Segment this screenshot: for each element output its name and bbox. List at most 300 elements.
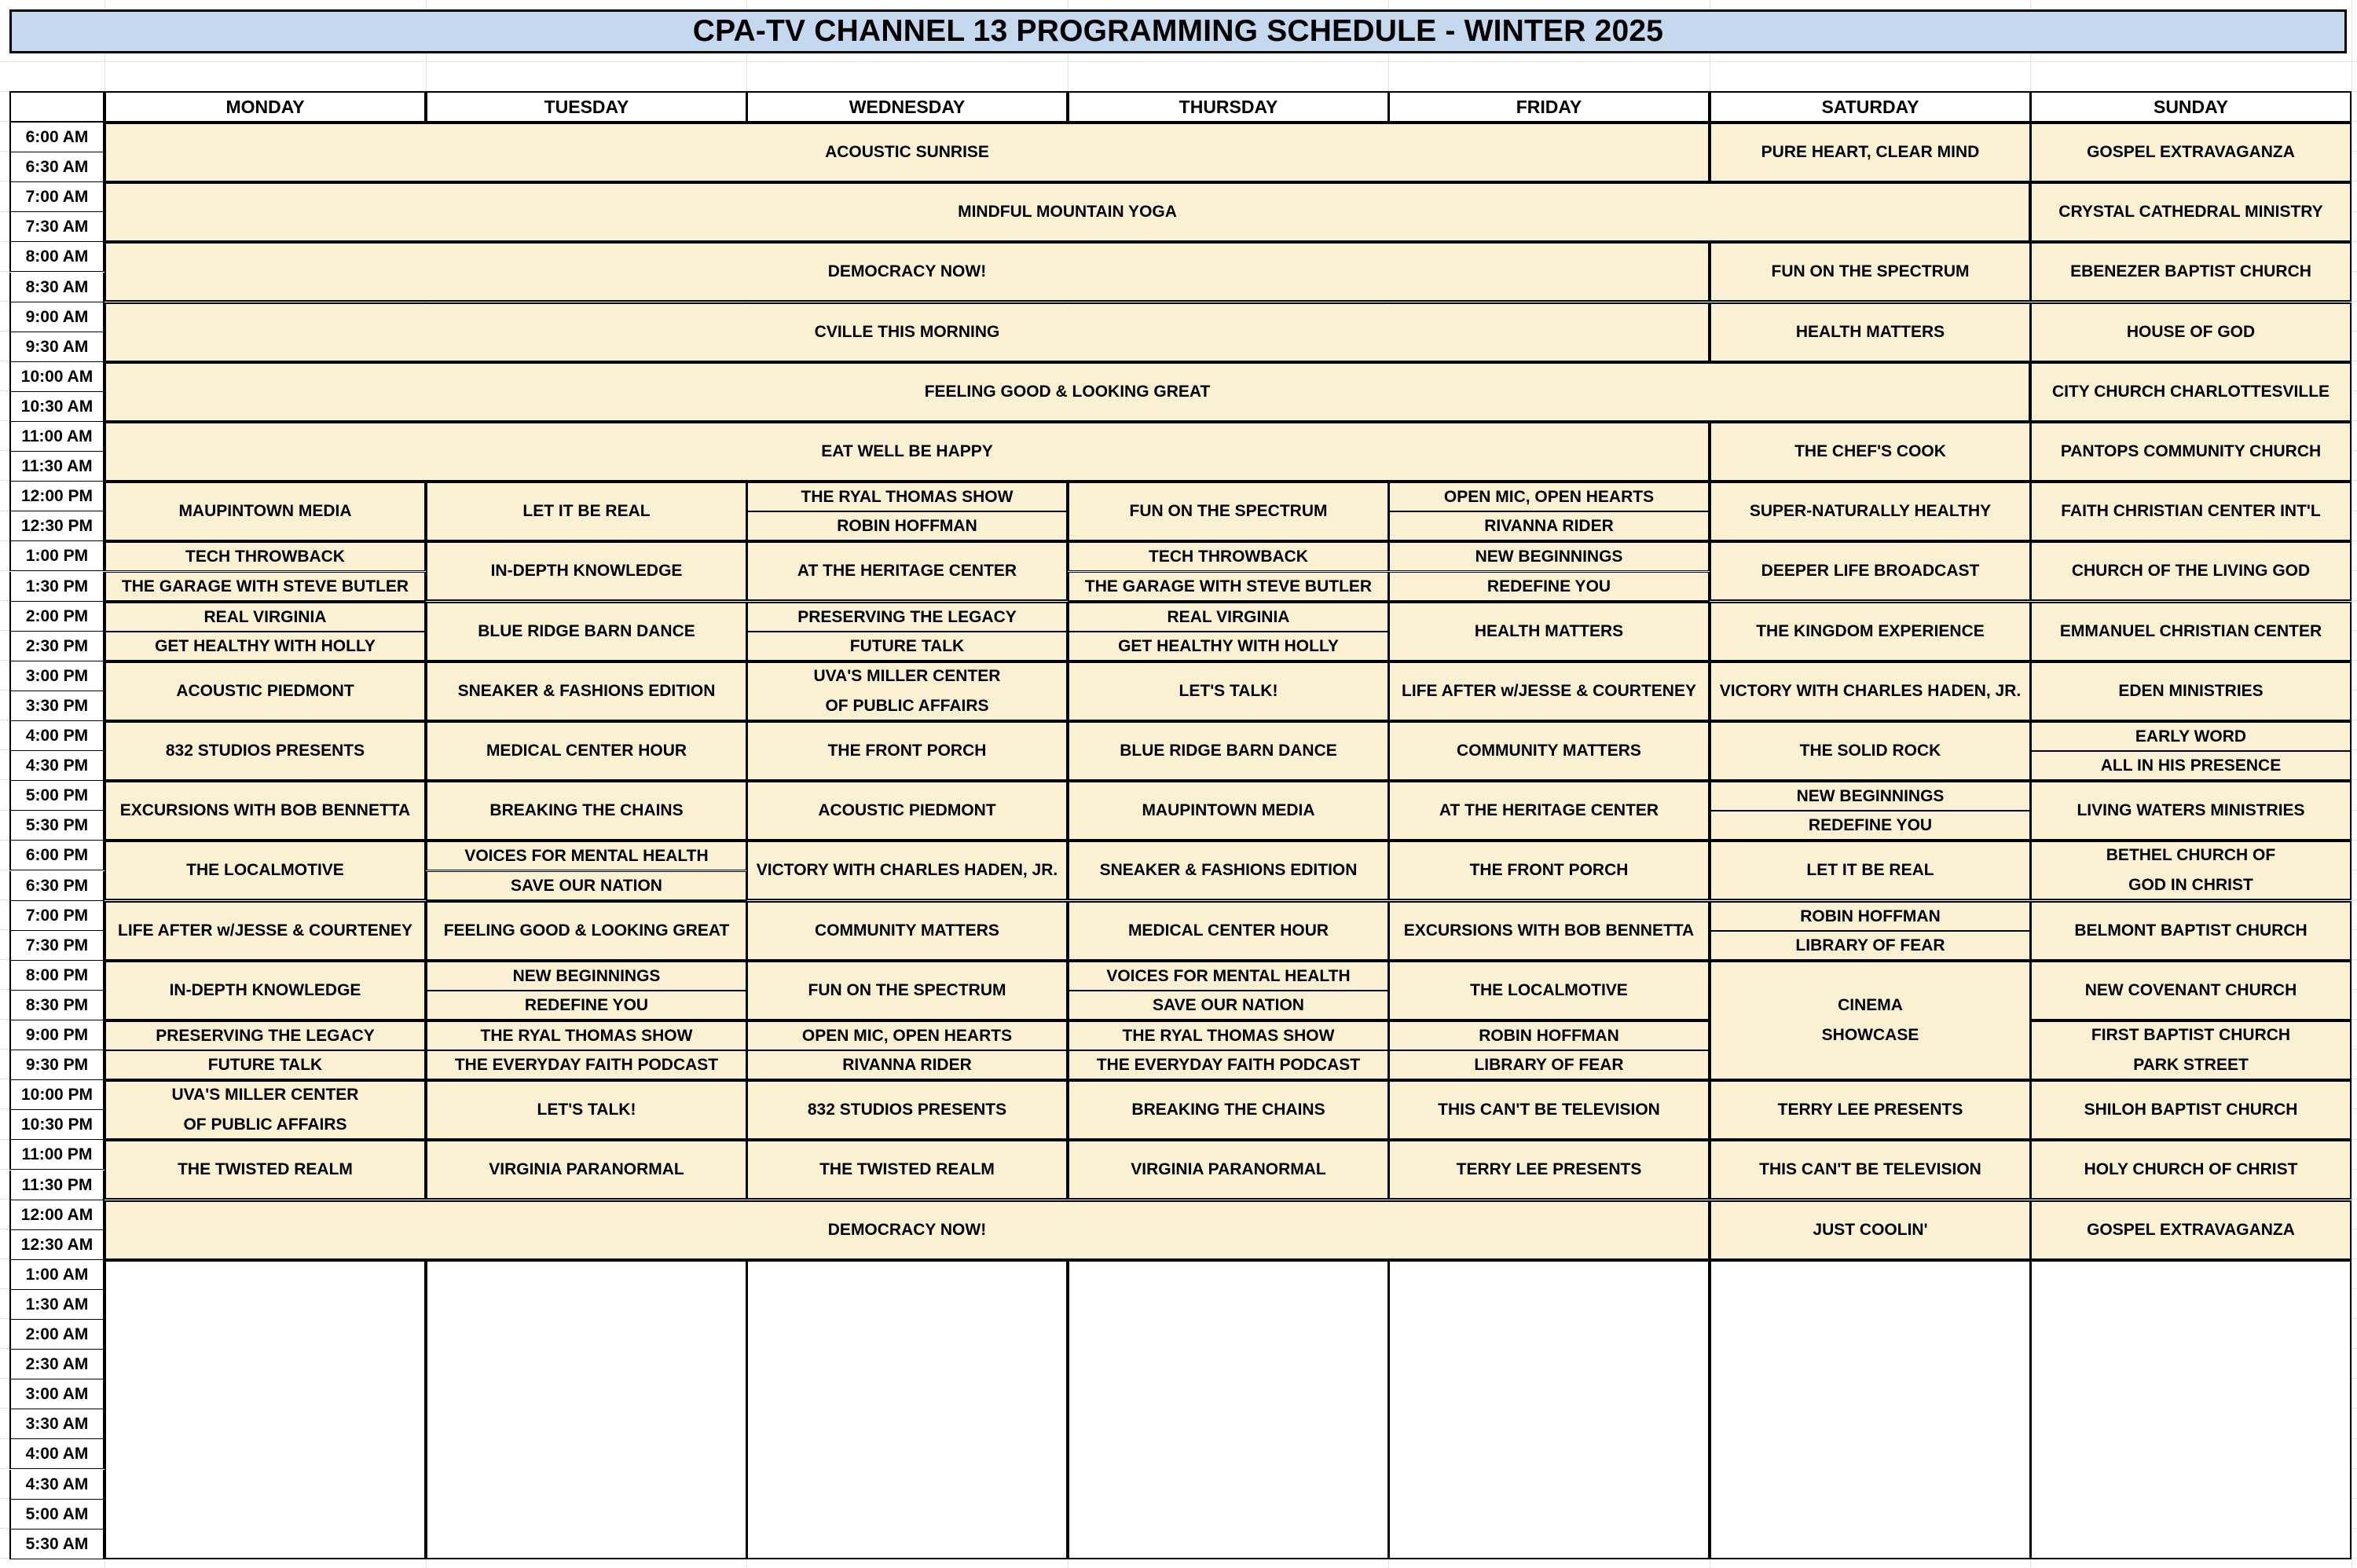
time-slot-label xyxy=(9,572,104,602)
time-label: 7:30 PM xyxy=(25,936,89,954)
program-block xyxy=(426,961,747,991)
time-label: 5:30 PM xyxy=(25,815,89,834)
program-block xyxy=(2030,1200,2352,1260)
program-title: CVILLE THIS MORNING xyxy=(814,323,1000,342)
program-block xyxy=(1710,1140,2031,1200)
program-title: TECH THROWBACK xyxy=(185,547,345,566)
time-label: 7:00 PM xyxy=(25,906,89,925)
time-label: 6:30 PM xyxy=(25,876,89,895)
program-title: LET IT BE REAL xyxy=(522,502,651,521)
program-title: THIS CAN'T BE TELEVISION xyxy=(1438,1101,1660,1119)
program-title: GET HEALTHY WITH HOLLY xyxy=(155,636,376,655)
program-title: THE TWISTED REALM xyxy=(178,1160,353,1179)
program-block xyxy=(2030,1140,2352,1200)
time-slot-label xyxy=(9,931,104,961)
program-title: FIRST BAPTIST CHURCH xyxy=(2091,1026,2291,1045)
day-header-label: WEDNESDAY xyxy=(849,96,966,117)
day-header-label: SUNDAY xyxy=(2153,96,2228,117)
program-title: NEW BEGINNINGS xyxy=(512,966,661,985)
program-block xyxy=(746,602,1068,632)
time-slot-label xyxy=(9,691,104,721)
time-label: 9:30 PM xyxy=(25,1055,89,1074)
program-block xyxy=(746,1080,1068,1140)
program-title: ACOUSTIC PIEDMONT xyxy=(176,682,354,701)
program-block xyxy=(104,1200,1710,1260)
program-block xyxy=(1068,781,1389,841)
time-label: 12:00 AM xyxy=(20,1205,93,1224)
time-label: 3:30 PM xyxy=(25,696,89,715)
program-title: REDEFINE YOU xyxy=(1486,577,1611,595)
program-block xyxy=(104,242,1710,302)
time-slot-label xyxy=(9,751,104,781)
program-block xyxy=(2030,1020,2352,1080)
time-slot-label xyxy=(9,1020,104,1050)
program-block xyxy=(1710,242,2031,302)
program-title: VIRGINIA PARANORMAL xyxy=(1131,1160,1326,1179)
program-block xyxy=(746,541,1068,601)
program-block xyxy=(104,661,426,721)
time-label: 4:00 PM xyxy=(25,726,89,745)
program-block xyxy=(1710,602,2031,661)
program-block xyxy=(104,841,426,900)
time-label: 11:30 PM xyxy=(21,1175,93,1194)
program-block xyxy=(1388,602,1710,661)
program-title: VIRGINIA PARANORMAL xyxy=(489,1160,684,1179)
time-slot-label xyxy=(9,1530,104,1559)
program-block xyxy=(104,1050,426,1080)
program-block xyxy=(2030,721,2352,751)
program-title: THE RYAL THOMAS SHOW xyxy=(1122,1026,1335,1045)
program-block xyxy=(1710,123,2031,182)
program-title: THE GARAGE WITH STEVE BUTLER xyxy=(121,577,409,595)
program-block xyxy=(104,1020,426,1050)
time-slot-label xyxy=(9,811,104,841)
time-slot-label xyxy=(9,781,104,811)
program-block xyxy=(2030,541,2352,601)
program-block xyxy=(2030,901,2352,961)
time-slot-label xyxy=(9,362,104,392)
day-header-label: THURSDAY xyxy=(1178,96,1278,117)
program-block xyxy=(746,781,1068,841)
time-slot-label xyxy=(9,1500,104,1530)
program-title: THE SOLID ROCK xyxy=(1799,742,1941,760)
program-block xyxy=(1388,841,1710,900)
day-header-label: FRIDAY xyxy=(1516,96,1582,117)
program-title: ACOUSTIC SUNRISE xyxy=(825,143,989,162)
program-title: ROBIN HOFFMAN xyxy=(1479,1026,1619,1045)
day-header xyxy=(104,91,426,123)
time-slot-label xyxy=(9,602,104,632)
program-block xyxy=(426,541,747,601)
program-title: DEMOCRACY NOW! xyxy=(827,1221,987,1240)
program-block xyxy=(1068,572,1389,602)
program-block xyxy=(1710,661,2031,721)
day-header xyxy=(1710,91,2031,123)
program-block xyxy=(1388,721,1710,781)
program-title: SHOWCASE xyxy=(1821,1026,1919,1044)
day-header xyxy=(1068,91,1389,123)
time-slot-label xyxy=(9,721,104,751)
program-block xyxy=(426,1050,747,1080)
program-title: NEW COVENANT CHURCH xyxy=(2084,981,2297,1000)
program-title: HEALTH MATTERS xyxy=(1795,323,1945,342)
program-title: GET HEALTHY WITH HOLLY xyxy=(1118,636,1339,655)
time-label: 8:00 AM xyxy=(25,247,89,266)
program-block xyxy=(1710,541,2031,601)
time-label: 1:00 PM xyxy=(25,546,89,565)
program-block xyxy=(426,1140,747,1200)
program-block xyxy=(104,961,426,1020)
time-slot-label xyxy=(9,123,104,152)
program-block xyxy=(426,871,747,901)
program-title: OF PUBLIC AFFAIRS xyxy=(183,1116,347,1134)
program-title: FUN ON THE SPECTRUM xyxy=(1771,262,1970,281)
time-label: 3:30 AM xyxy=(25,1414,89,1433)
empty-overnight-block xyxy=(104,1260,426,1559)
program-block xyxy=(1388,572,1710,602)
program-title: AT THE HERITAGE CENTER xyxy=(797,562,1017,581)
program-title: FUTURE TALK xyxy=(207,1055,323,1074)
program-title: MINDFUL MOUNTAIN YOGA xyxy=(958,203,1177,222)
program-title: TECH THROWBACK xyxy=(1149,547,1308,566)
program-block xyxy=(1068,482,1389,541)
program-block xyxy=(1388,1080,1710,1140)
program-title: DEMOCRACY NOW! xyxy=(827,262,987,281)
program-title: TERRY LEE PRESENTS xyxy=(1456,1160,1642,1179)
program-title: THE RYAL THOMAS SHOW xyxy=(801,487,1014,506)
program-title: 832 STUDIOS PRESENTS xyxy=(165,742,365,760)
time-label: 10:30 PM xyxy=(20,1115,93,1134)
program-title: ROBIN HOFFMAN xyxy=(1800,907,1941,925)
time-label: 9:00 PM xyxy=(25,1025,89,1044)
program-title: VICTORY WITH CHARLES HADEN, JR. xyxy=(756,861,1058,880)
program-block xyxy=(426,901,747,961)
day-header-label: TUESDAY xyxy=(544,96,629,117)
program-title: THE FRONT PORCH xyxy=(827,742,987,760)
time-label: 10:00 PM xyxy=(20,1085,93,1104)
program-title: BLUE RIDGE BARN DANCE xyxy=(1120,742,1337,760)
program-title: THE GARAGE WITH STEVE BUTLER xyxy=(1084,577,1373,595)
program-block xyxy=(1388,961,1710,1020)
program-block xyxy=(1068,961,1389,991)
time-label: 12:30 PM xyxy=(20,516,93,535)
program-block xyxy=(426,661,747,721)
time-slot-label xyxy=(9,332,104,362)
program-block xyxy=(426,1080,747,1140)
program-title: CINEMA xyxy=(1838,996,1903,1015)
program-title: EARLY WORD xyxy=(2135,727,2247,746)
program-title: THE CHEF'S COOK xyxy=(1794,442,1946,461)
day-header xyxy=(426,91,747,123)
program-title: SHILOH BAPTIST CHURCH xyxy=(2084,1101,2298,1119)
time-slot-label xyxy=(9,1439,104,1469)
program-block xyxy=(1710,781,2031,811)
program-block xyxy=(104,572,426,602)
program-title: GOSPEL EXTRAVAGANZA xyxy=(2087,1221,2295,1240)
program-block xyxy=(104,721,426,781)
program-title: BELMONT BAPTIST CHURCH xyxy=(2074,921,2308,940)
time-slot-label xyxy=(9,632,104,661)
program-block xyxy=(426,991,747,1020)
program-title: LET IT BE REAL xyxy=(1806,861,1934,880)
program-title: DEEPER LIFE BROADCAST xyxy=(1761,562,1980,581)
program-block xyxy=(1068,602,1389,632)
program-title: THE FRONT PORCH xyxy=(1469,861,1629,880)
time-slot-label xyxy=(9,1350,104,1379)
time-slot-label xyxy=(9,273,104,302)
time-slot-label xyxy=(9,1320,104,1350)
time-label: 2:00 AM xyxy=(25,1324,89,1343)
time-label: 7:30 AM xyxy=(25,217,89,236)
program-title: EAT WELL BE HAPPY xyxy=(821,442,993,461)
program-block xyxy=(2030,422,2352,482)
time-label: 12:30 AM xyxy=(20,1235,93,1254)
time-slot-label xyxy=(9,152,104,182)
time-slot-label xyxy=(9,901,104,931)
time-label: 2:00 PM xyxy=(25,606,89,625)
time-label: 4:30 PM xyxy=(25,756,89,775)
program-block xyxy=(1068,991,1389,1020)
program-block xyxy=(746,901,1068,961)
program-block xyxy=(1388,901,1710,961)
empty-overnight-block xyxy=(1388,1260,1710,1559)
program-block xyxy=(104,182,2030,242)
program-title: THE KINGDOM EXPERIENCE xyxy=(1756,622,1985,641)
program-title: THE EVERYDAY FAITH PODCAST xyxy=(454,1055,719,1074)
empty-overnight-block xyxy=(426,1260,747,1559)
time-slot-label xyxy=(9,1140,104,1170)
program-title: FUTURE TALK xyxy=(849,636,965,655)
program-block xyxy=(1068,1020,1389,1050)
program-title: REDEFINE YOU xyxy=(524,995,649,1014)
program-block xyxy=(104,362,2030,422)
time-slot-label xyxy=(9,302,104,332)
program-block xyxy=(426,482,747,541)
program-block xyxy=(2030,242,2352,302)
program-block xyxy=(2030,602,2352,661)
program-block xyxy=(746,961,1068,1020)
program-block xyxy=(104,302,1710,362)
program-block xyxy=(2030,362,2352,422)
time-label: 2:30 AM xyxy=(25,1354,89,1373)
program-title: VOICES FOR MENTAL HEALTH xyxy=(464,846,709,865)
time-slot-label xyxy=(9,1409,104,1439)
program-block xyxy=(1388,1140,1710,1200)
program-block xyxy=(746,661,1068,721)
program-block xyxy=(2030,182,2352,242)
program-block xyxy=(1710,422,2031,482)
program-block xyxy=(746,721,1068,781)
program-title: LIBRARY OF FEAR xyxy=(1795,936,1945,954)
time-slot-label xyxy=(9,242,104,272)
program-title: MAUPINTOWN MEDIA xyxy=(178,502,352,521)
program-block xyxy=(1710,302,2031,362)
program-block xyxy=(746,511,1068,541)
program-block xyxy=(1068,1050,1389,1080)
program-title: MEDICAL CENTER HOUR xyxy=(486,742,687,760)
program-title: EXCURSIONS WITH BOB BENNETTA xyxy=(1403,921,1695,940)
program-title: MAUPINTOWN MEDIA xyxy=(1142,801,1315,820)
time-slot-label xyxy=(9,182,104,212)
program-title: FAITH CHRISTIAN CENTER INT'L xyxy=(2061,502,2321,521)
program-block xyxy=(2030,123,2352,182)
program-block xyxy=(2030,302,2352,362)
time-label: 9:00 AM xyxy=(25,307,89,326)
program-title: BETHEL CHURCH OF xyxy=(2106,846,2276,865)
program-block xyxy=(104,901,426,961)
time-label: 3:00 AM xyxy=(25,1384,89,1403)
program-title: FUN ON THE SPECTRUM xyxy=(808,981,1006,1000)
program-title: CRYSTAL CATHEDRAL MINISTRY xyxy=(2058,203,2323,222)
program-block xyxy=(1068,1140,1389,1200)
program-title: COMMUNITY MATTERS xyxy=(815,921,999,940)
program-title: VICTORY WITH CHARLES HADEN, JR. xyxy=(1719,682,2022,701)
program-title: BREAKING THE CHAINS xyxy=(1131,1101,1325,1119)
program-block xyxy=(1710,482,2031,541)
program-block xyxy=(1068,541,1389,571)
program-title: PRESERVING THE LEGACY xyxy=(156,1026,375,1045)
time-label: 6:00 PM xyxy=(25,845,89,864)
program-title: SAVE OUR NATION xyxy=(1153,995,1304,1014)
program-block xyxy=(426,721,747,781)
time-label: 11:30 AM xyxy=(21,456,93,475)
program-block xyxy=(1388,661,1710,721)
program-title: LIFE AFTER w/JESSE & COURTENEY xyxy=(118,921,412,940)
time-label: 5:30 AM xyxy=(25,1534,89,1553)
empty-overnight-block xyxy=(1068,1260,1389,1559)
time-slot-label xyxy=(9,1379,104,1409)
program-block xyxy=(1710,901,2031,931)
time-label: 5:00 AM xyxy=(25,1504,89,1523)
program-block xyxy=(1068,1080,1389,1140)
empty-overnight-block xyxy=(1710,1260,2031,1559)
program-block xyxy=(104,1080,426,1140)
time-label: 1:00 AM xyxy=(25,1265,89,1284)
program-title: LIFE AFTER w/JESSE & COURTENEY xyxy=(1402,682,1696,701)
program-block xyxy=(1388,781,1710,841)
time-label: 1:30 AM xyxy=(25,1295,89,1313)
program-block xyxy=(426,602,747,661)
program-title: SAVE OUR NATION xyxy=(511,876,662,895)
time-slot-label xyxy=(9,1200,104,1230)
program-title: OPEN MIC, OPEN HEARTS xyxy=(801,1026,1013,1045)
time-label: 8:00 PM xyxy=(25,965,89,984)
time-label: 2:30 PM xyxy=(25,636,89,655)
program-title: CITY CHURCH CHARLOTTESVILLE xyxy=(2051,383,2330,401)
time-label: 6:00 AM xyxy=(25,127,89,146)
program-block xyxy=(104,632,426,661)
time-label: 8:30 PM xyxy=(25,995,89,1014)
day-header xyxy=(1388,91,1710,123)
program-title: IN-DEPTH KNOWLEDGE xyxy=(169,981,361,1000)
time-slot-label xyxy=(9,1470,104,1500)
program-title: CHURCH OF THE LIVING GOD xyxy=(2071,562,2311,581)
program-block xyxy=(2030,841,2352,900)
program-block xyxy=(746,1140,1068,1200)
program-block xyxy=(104,422,1710,482)
time-label: 1:30 PM xyxy=(25,577,89,595)
time-slot-label xyxy=(9,392,104,422)
program-title: BLUE RIDGE BARN DANCE xyxy=(478,622,695,641)
program-block xyxy=(1068,901,1389,961)
program-block xyxy=(1710,961,2031,1080)
time-slot-label xyxy=(9,661,104,691)
time-slot-label xyxy=(9,452,104,482)
program-block xyxy=(104,541,426,571)
program-title: JUST COOLIN' xyxy=(1813,1221,1928,1240)
program-block xyxy=(746,482,1068,511)
time-label: 5:00 PM xyxy=(25,786,89,804)
program-title: ALL IN HIS PRESENCE xyxy=(2100,756,2282,775)
program-block xyxy=(426,781,747,841)
time-slot-label xyxy=(9,1080,104,1110)
program-block xyxy=(2030,661,2352,721)
program-title: LIVING WATERS MINISTRIES xyxy=(2077,801,2305,820)
program-title: THE LOCALMOTIVE xyxy=(186,861,344,880)
program-title: REDEFINE YOU xyxy=(1808,815,1933,834)
day-header-label: SATURDAY xyxy=(1821,96,1919,117)
program-title: FUN ON THE SPECTRUM xyxy=(1129,502,1328,521)
program-title: LIBRARY OF FEAR xyxy=(1474,1055,1624,1074)
time-label: 10:00 AM xyxy=(20,367,93,386)
program-title: ROBIN HOFFMAN xyxy=(837,516,977,535)
program-title: SUPER-NATURALLY HEALTHY xyxy=(1749,502,1992,521)
day-header xyxy=(746,91,1068,123)
time-slot-label xyxy=(9,1171,104,1200)
program-title: THE EVERYDAY FAITH PODCAST xyxy=(1096,1055,1361,1074)
program-block xyxy=(746,632,1068,661)
program-block xyxy=(746,841,1068,900)
program-block xyxy=(1388,541,1710,571)
time-slot-label xyxy=(9,961,104,991)
program-block xyxy=(1388,511,1710,541)
time-slot-label xyxy=(9,1290,104,1320)
program-block xyxy=(746,1050,1068,1080)
program-title: COMMUNITY MATTERS xyxy=(1457,742,1641,760)
program-title: VOICES FOR MENTAL HEALTH xyxy=(1106,966,1351,985)
program-title: HEALTH MATTERS xyxy=(1474,622,1624,641)
program-title: ACOUSTIC PIEDMONT xyxy=(818,801,996,820)
time-slot-label xyxy=(9,422,104,452)
program-title: HOUSE OF GOD xyxy=(2126,323,2256,342)
program-block xyxy=(2030,781,2352,841)
time-slot-label xyxy=(9,1230,104,1260)
time-slot-label xyxy=(9,212,104,242)
program-block xyxy=(1068,721,1389,781)
time-label: 8:30 AM xyxy=(25,277,89,296)
time-label: 12:00 PM xyxy=(20,486,93,505)
program-title: BREAKING THE CHAINS xyxy=(489,801,684,820)
program-block xyxy=(104,123,1710,182)
program-title: EXCURSIONS WITH BOB BENNETTA xyxy=(119,801,411,820)
program-block xyxy=(104,482,426,541)
time-slot-label xyxy=(9,871,104,901)
program-block xyxy=(426,841,747,870)
day-header xyxy=(2030,91,2352,123)
program-title: RIVANNA RIDER xyxy=(1484,516,1614,535)
program-block xyxy=(1388,1020,1710,1050)
program-title: OF PUBLIC AFFAIRS xyxy=(825,697,989,715)
program-block xyxy=(1710,1200,2031,1260)
program-block xyxy=(104,1140,426,1200)
program-title: HOLY CHURCH OF CHRIST xyxy=(2084,1160,2298,1179)
time-label: 4:00 AM xyxy=(25,1444,89,1463)
time-slot-label xyxy=(9,1260,104,1290)
program-block xyxy=(2030,751,2352,781)
program-title: THE LOCALMOTIVE xyxy=(1470,981,1628,1000)
program-block xyxy=(746,1020,1068,1050)
empty-overnight-block xyxy=(746,1260,1068,1559)
